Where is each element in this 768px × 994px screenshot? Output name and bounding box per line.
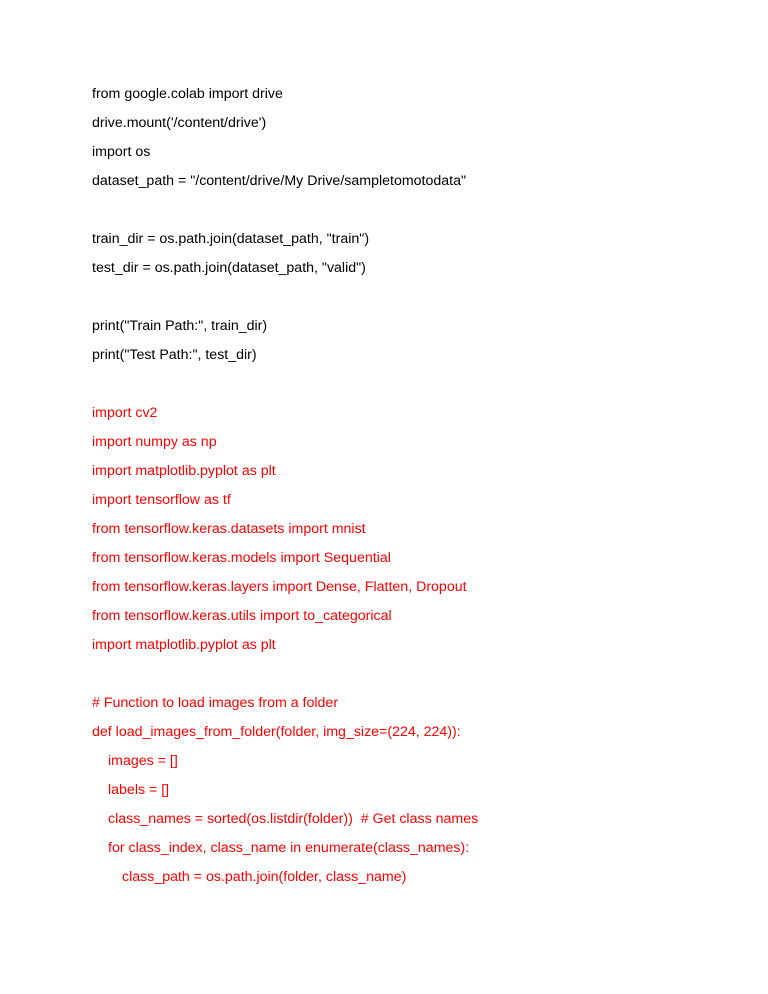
- code-line: from google.colab import drive: [92, 86, 283, 102]
- code-line-highlighted: from tensorflow.keras.models import Sequential: [92, 550, 391, 566]
- code-line-highlighted: import tensorflow as tf: [92, 492, 231, 508]
- blank-line: [92, 287, 478, 316]
- code-line-highlighted: import cv2: [92, 405, 158, 421]
- blank-line: [92, 374, 478, 403]
- code-listing: [92, 84, 478, 896]
- code-line: dataset_path = "/content/drive/My Drive/sampletomotodata": [92, 173, 467, 189]
- code-line: print("Train Path:", train_dir): [92, 318, 268, 334]
- code-comment: # Function to load images from a folder: [92, 695, 339, 711]
- code-line: test_dir = os.path.join(dataset_path, "valid"): [92, 260, 366, 276]
- code-line-highlighted: labels = []: [108, 782, 170, 798]
- code-line-highlighted: import matplotlib.pyplot as plt: [92, 463, 276, 479]
- code-line: train_dir = os.path.join(dataset_path, "train"): [92, 231, 370, 247]
- blank-line: [92, 664, 478, 693]
- code-line-highlighted: class_path = os.path.join(folder, class_name): [122, 869, 407, 885]
- code-line-highlighted: import matplotlib.pyplot as plt: [92, 637, 276, 653]
- code-line-highlighted: def load_images_from_folder(folder, img_size=(224, 224)):: [92, 724, 461, 740]
- code-line-highlighted: class_names = sorted(os.listdir(folder)) # Get class names: [108, 811, 479, 827]
- code-line-highlighted: from tensorflow.keras.utils import to_categorical: [92, 608, 392, 624]
- code-line: print("Test Path:", test_dir): [92, 347, 257, 363]
- code-line-highlighted: images = []: [108, 753, 178, 769]
- blank-line: [92, 200, 478, 229]
- code-line-highlighted: import numpy as np: [92, 434, 217, 450]
- code-line-highlighted: for class_index, class_name in enumerate(class_names):: [108, 840, 470, 856]
- code-line: drive.mount('/content/drive'): [92, 115, 267, 131]
- code-line-highlighted: from tensorflow.keras.layers import Dense, Flatten, Dropout: [92, 579, 467, 595]
- code-line: import os: [92, 144, 151, 160]
- code-line-highlighted: from tensorflow.keras.datasets import mnist: [92, 521, 366, 537]
